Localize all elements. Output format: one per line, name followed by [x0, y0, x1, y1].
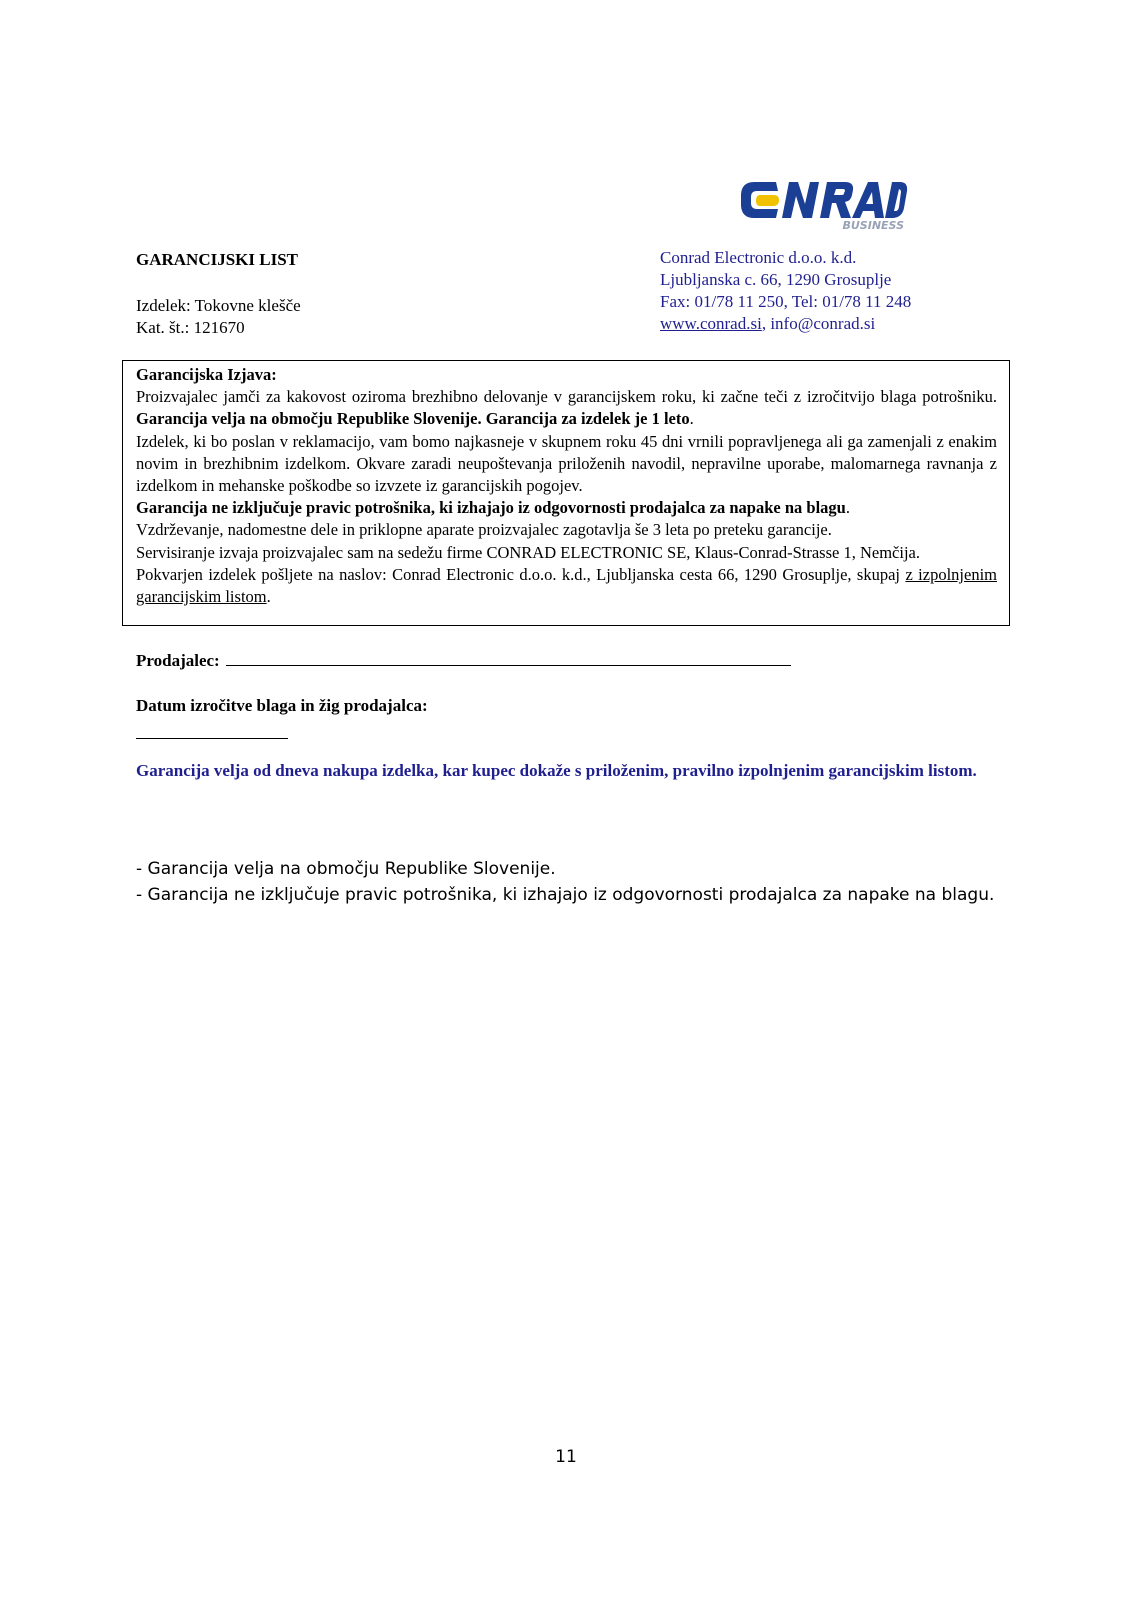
- statement-paragraph-2: Izdelek, ki bo poslan v reklamacijo, vam bomo najkasneje v skupnem roku 45 dni vrnili popravljenega ali ga zamenjali z enakim novim in brezhibnim izdelkom. Okvare zaradi neupoštevanja priloženih navodil, nepravilne uporabe, malomarnega ravnanja z izdelkom in mehanske poškodbe so izvzete iz garancijskih pogojev.: [136, 431, 997, 496]
- statement-paragraph-1: [136, 386, 997, 430]
- validity-statement: [136, 760, 1000, 782]
- statement-heading: Garancijska Izjava:: [136, 365, 277, 384]
- company-name: Conrad Electronic d.o.o. k.d.: [660, 248, 857, 267]
- statement-p3-bold: Garancija ne izključuje pravic potrošnika, ki izhajajo iz odgovornosti prodajalca za napake na blagu: [136, 498, 846, 518]
- statement-p1-end: .: [689, 409, 694, 429]
- note-item: - Garancija velja na območju Republike Slovenije.: [136, 859, 556, 879]
- warranty-statement-box: [122, 360, 1010, 626]
- document-title: GARANCIJSKI LIST: [136, 250, 299, 269]
- statement-p6-end: .: [266, 587, 271, 607]
- notes-list: [136, 856, 994, 908]
- statement-p6-text: Pokvarjen izdelek pošljete na naslov: Conrad Electronic d.o.o. k.d., Ljubljanska cesta 66, 1290 Grosuplje, skupaj: [136, 564, 906, 584]
- conrad-business-logo: [738, 176, 908, 232]
- product-name: Izdelek: Tokovne klešče: [136, 296, 301, 315]
- delivery-date-label: Datum izročitve blaga in žig prodajalca:: [136, 696, 428, 715]
- logo-business-label: BUSINESS: [842, 219, 904, 232]
- contact-separator: ,: [761, 314, 771, 333]
- page-number: 11: [555, 1447, 577, 1467]
- company-contact: Fax: 01/78 11 250, Tel: 01/78 11 248: [660, 292, 912, 311]
- conrad-logo-graphic: [738, 176, 908, 232]
- company-info: [660, 247, 911, 335]
- statement-p6-underline: z izpolnjenim garancijskim listom: [136, 564, 997, 607]
- statement-paragraph-5: Servisiranje izvaja proizvajalec sam na sedežu firme CONRAD ELECTRONIC SE, Klaus-Conrad-Strasse 1, Nemčija.: [136, 542, 920, 562]
- delivery-date-line: [136, 738, 288, 739]
- statement-paragraph-4: Vzdrževanje, nadomestne dele in priklopne aparate proizvajalec zagotavlja še 3 leta po preteku garancije.: [136, 520, 832, 540]
- validity-text: Garancija velja od dneva nakupa izdelka, kar kupec dokaže s priloženim, pravilno izpolnjenim garancijskim listom.: [136, 761, 977, 780]
- statement-p3-end: .: [845, 498, 850, 518]
- statement-paragraph-3: [136, 497, 997, 519]
- seller-field: [136, 651, 791, 671]
- note-item: - Garancija ne izključuje pravic potrošnika, ki izhajajo iz odgovornosti prodajalca za napake na blagu.: [136, 885, 995, 905]
- email-address: info@conrad.si: [770, 314, 876, 333]
- website-link[interactable]: www.conrad.si: [660, 314, 762, 333]
- seller-signature-line: [226, 651, 791, 666]
- statement-p1-text: Proizvajalec jamči za kakovost oziroma brezhibno delovanje v garancijskem roku, ki začne teči z izročitvijo blaga potrošniku.: [136, 387, 997, 407]
- statement-paragraph-6: [136, 564, 997, 608]
- company-address: Ljubljanska c. 66, 1290 Grosuplje: [660, 270, 892, 289]
- company-web-email: [660, 313, 911, 335]
- statement-p1-bold: Garancija velja na območju Republike Slovenije. Garancija za izdelek je 1 leto: [136, 409, 690, 429]
- catalog-number: Kat. št.: 121670: [136, 318, 245, 337]
- product-info: [136, 295, 301, 339]
- seller-label: Prodajalec:: [136, 651, 220, 670]
